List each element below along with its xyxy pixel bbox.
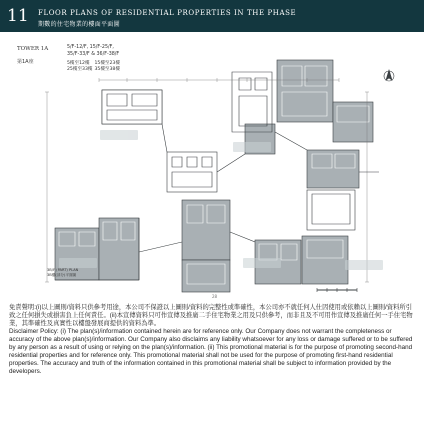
floor-line-1: 5/F-12/F, 15/F-25/F, — [67, 45, 114, 50]
watermark — [59, 258, 97, 268]
shaded-unit — [182, 200, 230, 260]
roof-plan-en: 3B/F (PART) PLAN — [47, 268, 79, 272]
floor-line-2: 35/F-33/F & 36/F-38/F — [67, 52, 120, 57]
page-number: 28 — [212, 294, 218, 299]
disclaimer — [9, 304, 415, 376]
shaded-unit — [302, 236, 348, 284]
tower-label — [17, 46, 48, 66]
watermark — [100, 130, 138, 140]
disclaimer-cn: 免責聲明:(i)以上圖則/資料只供參考用途，本公司不保證以上圖則/資料的完整性或準確性，本公司亦不就任何人仕因使用或依賴以上圖則/資料所引致之任何損失或損害負上任何責任。(ii)本宣傳資料只可作宣傳及推廣二手住宅物業之用及只供參考，而非且及不可用作宣傳及推廣任何一手住宅物業，其準確性及真實性以樓盤發展商提供的資料為準。 — [9, 304, 413, 328]
shaded-unit — [99, 218, 139, 280]
floor-cn-1: 5樓至12樓 — [67, 61, 90, 66]
floor-table — [67, 61, 120, 73]
chapter-title: FLOOR PLANS OF RESIDENTIAL PROPERTIES IN THE PHASE — [38, 9, 297, 17]
tower-name-en: TOWER 1A — [17, 46, 49, 52]
shaded-unit — [182, 260, 230, 292]
watermark — [233, 142, 271, 152]
chapter-number: 11 — [7, 6, 29, 26]
roof-plan-label — [47, 268, 78, 277]
disclaimer-en: Disclaimer Policy: (i) The plan(s)/information contained herein are for reference only. Our Company does not warrant the completeness or accuracy of the above plan(s)/information. Our Company also disclaims any liability whatsoever for any loss or damage suffered or to be suffered by any person as a result of using or relying on the plan(s)/information. (ii) This promotional material is for the purpose of promoting second-hand residential properties and for reference only. This promotional material shall not be used for the purpose of promoting first-hand residential properties. The accuracy and truth of the information contained in this promotional material shall be subject to information provided by the developers. — [9, 328, 413, 376]
chapter-subtitle: 期數的住宅物業的樓面平面圖 — [38, 21, 120, 28]
watermark — [243, 258, 281, 268]
floor-tail-2: 35樓至38樓 — [94, 67, 120, 73]
floor-cn-2: 25樓至33樓 — [67, 67, 93, 73]
roof-plan-cn: 3B樓(部分)平面圖 — [47, 272, 77, 277]
floor-plan-panel — [7, 32, 417, 298]
tower-name-cn: 第1A座 — [17, 59, 34, 65]
floor-range — [67, 44, 119, 58]
floor-row-2 — [67, 67, 120, 73]
floor-tail-1: 15樓至23樓 — [94, 61, 120, 66]
watermark — [345, 260, 383, 270]
chapter-banner — [0, 0, 424, 32]
shaded-unit — [307, 150, 359, 188]
